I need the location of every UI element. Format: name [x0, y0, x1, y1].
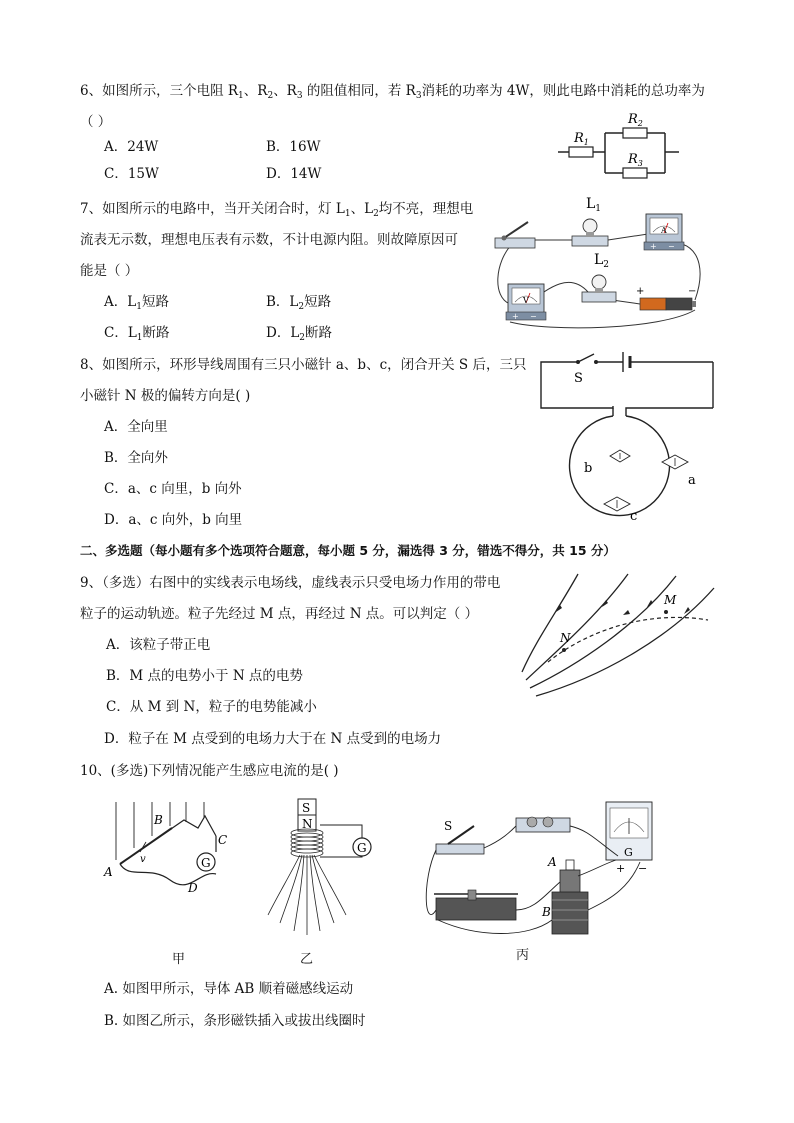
q10-caption-jia: 甲: [172, 952, 186, 967]
q7-option-d: D．$L_2$断路: [266, 325, 333, 343]
q7-option-b: B．$L_2$短路: [266, 294, 332, 312]
lamp-l2-icon: [582, 275, 616, 302]
svg-text:A: A: [548, 855, 557, 869]
q9-stem-line2: 粒子的运动轨迹。粒子先经过 M 点，再经过 N 点。可以判定（ ）: [80, 606, 479, 622]
q7-option-c: C．$L_1$断路: [104, 325, 170, 343]
q8-option-d: D．a、c 向外，b 向里: [104, 512, 243, 528]
svg-text:b: b: [584, 461, 593, 476]
resistor-r1: [569, 147, 593, 157]
svg-text:−: −: [668, 242, 675, 251]
q10-figure-bing: [418, 800, 663, 940]
lamp-l1-icon: [572, 219, 608, 246]
svg-text:v: v: [140, 854, 146, 865]
ammeter-icon: [644, 214, 684, 251]
q10-caption-yi: 乙: [300, 952, 314, 967]
q6-option-a: A．24W: [104, 139, 159, 155]
svg-text:−: −: [530, 312, 537, 321]
galvanometer-bing-icon: [606, 802, 652, 875]
q7-option-a: A．$L_1$短路: [104, 294, 169, 312]
svg-text:C: C: [218, 833, 228, 847]
q6-option-c: C．15W: [104, 166, 159, 182]
svg-text:R1: $R_1$: [574, 131, 589, 147]
q6-option-d: D．14W: [266, 166, 322, 182]
svg-text:V: V: [523, 296, 529, 305]
q10-figure-yi: [260, 795, 380, 940]
q8-option-b: B．全向外: [104, 450, 168, 466]
svg-text:−: −: [638, 862, 648, 875]
q10-stem: 10、(多选)下列情况能产生感应电流的是( ): [80, 763, 339, 779]
svg-text:R3: $R_3$: [628, 152, 643, 168]
q8-stem-line1: 8、如图所示，环形导线周围有三只小磁针 a、b、c，闭合开关 S 后，三只: [80, 357, 527, 373]
q8-option-a: A．全向里: [104, 419, 168, 435]
q10-caption-bing: 丙: [516, 948, 530, 963]
q6-answer-paren: （ ）: [80, 114, 112, 130]
q9-option-b: B．M 点的电势小于 N 点的电势: [106, 668, 303, 684]
q9-electric-field-diagram: [518, 570, 718, 700]
svg-text:+: +: [512, 312, 519, 321]
q6-resistor-circuit-diagram: [555, 105, 685, 180]
coil-a-icon: [560, 860, 580, 896]
resistor-r3: [623, 168, 647, 178]
galvanometer-jia-icon: [197, 853, 215, 871]
svg-text:B: B: [542, 905, 551, 919]
compass-needle-b-icon: [610, 450, 630, 462]
svg-text:S: S: [444, 819, 453, 833]
galvanometer-yi-icon: [353, 838, 371, 856]
svg-text:−: −: [688, 286, 697, 297]
resistor-r2: [623, 128, 647, 138]
q7-stem-line2: 流表无示数，理想电压表有示数，不计电源内阻。则故障原因可: [80, 232, 458, 248]
svg-text:S: S: [574, 371, 583, 386]
q9-option-c: C．从 M 到 N，粒子的电势能减小: [106, 699, 317, 715]
q8-option-c: C．a、c 向里，b 向外: [104, 481, 242, 497]
svg-text:G: G: [624, 846, 633, 859]
battery-icon: [636, 286, 696, 310]
compass-needle-a-icon: [662, 455, 688, 469]
section-multiple-choice-heading: 二、多选题（每小题有多个选项符合题意，每小题 5 分，漏选得 3 分，错选不得分，共 15 分）: [80, 543, 616, 558]
svg-text:M: M: [664, 593, 677, 607]
svg-text:L1: $L_1$: [586, 196, 602, 214]
q7-lamp-circuit-diagram: [490, 192, 715, 332]
switch-icon: [495, 222, 535, 248]
q9-option-d: D．粒子在 M 点受到的电场力大于在 N 点受到的电场力: [104, 731, 442, 747]
particle-trajectory: [548, 617, 708, 662]
svg-text:+: +: [636, 286, 645, 297]
q10-option-b: B. 如图乙所示，条形磁铁插入或拔出线圈时: [104, 1013, 366, 1029]
svg-text:+: +: [616, 862, 626, 875]
q6-stem-line1: 6、如图所示，三个电阻 $R_1$、$R_2$、$R_3$ 的阻值相同，若 $R_3$消耗的功率为 4W，则此电路中消耗的总功率为: [80, 83, 705, 101]
svg-text:A: A: [104, 865, 113, 879]
svg-text:R2: $R_2$: [628, 112, 643, 128]
svg-text:S: S: [302, 801, 311, 815]
svg-text:B: B: [154, 813, 163, 827]
svg-text:A: A: [661, 226, 667, 235]
q8-ring-wire-diagram: [538, 344, 718, 524]
coil-b-icon: [552, 892, 588, 934]
q9-option-a: A．该粒子带正电: [106, 637, 211, 653]
coil-yi-icon: [291, 829, 323, 857]
q9-stem-line1: 9、（多选）右图中的实线表示电场线，虚线表示只受电场力作用的带电: [80, 575, 501, 591]
svg-text:+: +: [650, 242, 657, 251]
compass-needle-c-icon: [604, 497, 630, 511]
svg-text:D: D: [188, 881, 198, 895]
q7-stem-line3: 能是（ ）: [80, 263, 139, 279]
q8-stem-line2: 小磁针 N 极的偏转方向是( ): [80, 388, 251, 404]
q10-figure-jia: [100, 800, 235, 900]
q10-option-a: A. 如图甲所示，导体 AB 顺着磁感线运动: [104, 981, 354, 997]
svg-text:N: N: [560, 631, 571, 645]
svg-text:L2: $L_2$: [594, 252, 610, 270]
svg-text:G: G: [357, 841, 367, 855]
svg-text:c: c: [630, 509, 638, 524]
svg-text:G: G: [201, 856, 211, 870]
svg-text:N: N: [302, 817, 313, 831]
rheostat-icon: [434, 890, 518, 920]
voltmeter-icon: [506, 284, 546, 321]
svg-text:a: a: [688, 473, 696, 488]
q7-stem-line1: 7、如图所示的电路中，当开关闭合时，灯 $L_1$、$L_2$均不亮，理想电: [80, 201, 474, 219]
q6-option-b: B．16W: [266, 139, 321, 155]
